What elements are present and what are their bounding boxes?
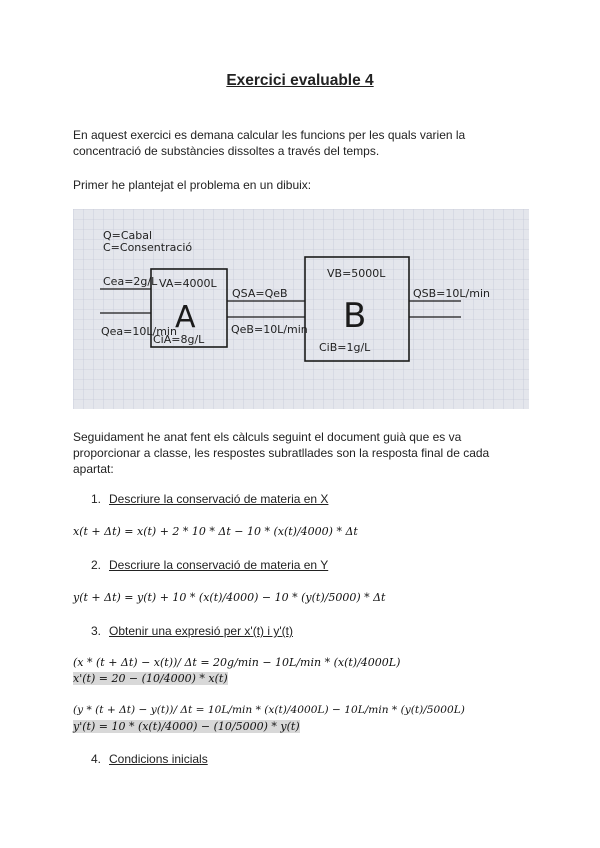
equation-2: y(t + Δt) = y(t) + 10 * (x(t)/4000) − 10 * (y(t)/5000) * Δt (73, 591, 386, 604)
label-vb: VB=5000L (327, 267, 386, 280)
label-cea: Cea=2g/L (103, 275, 158, 288)
equation-3a: (x * (t + Δt) − x(t))/ Δt = 20g/min − 10L/min * (x(t)/4000L) (73, 656, 401, 669)
list-item-1: 1. Descriure la conservació de materia en X (91, 492, 329, 506)
list-item-4: 4. Condicions inicials (91, 752, 208, 766)
label-cib: CiB=1g/L (319, 341, 371, 354)
problem-sketch (73, 209, 529, 409)
label-va: VA=4000L (159, 277, 217, 290)
page-title: Exercici evaluable 4 (226, 72, 374, 89)
list-item-3: 3. Obtenir una expresió per x'(t) i y'(t) (91, 624, 293, 638)
sketch-drawing (73, 209, 529, 409)
equation-3d: y'(t) = 10 * (x(t)/4000) − (10/5000) * y(t) (73, 720, 300, 733)
label-qsb: QSB=10L/min (413, 287, 490, 300)
letter-b: B (343, 296, 367, 336)
legend-c: C=Consentració (103, 241, 193, 254)
label-qea: Qea=10L/min (101, 325, 177, 338)
intro-paragraph: En aquest exercici es demana calcular les funcions per les quals varien la concentració de substàncies dissoltes a través del temps. (73, 128, 466, 158)
legend-q: Q=Cabal (103, 229, 153, 242)
drawing-intro: Primer he plantejat el problema en un dibuix: (73, 178, 312, 192)
letter-a: A (175, 300, 196, 335)
followup-paragraph: Seguidament he anat fent els càlculs seguint el document guià que es va proporcionar a classe, les respostes subratllades son la resposta final de cada apartat: (73, 430, 490, 476)
label-qeb: QeB=10L/min (231, 323, 308, 336)
equation-3c: (y * (t + Δt) − y(t))/ Δt = 10L/min * (x(t)/4000L) − 10L/min * (y(t)/5000L) (73, 704, 465, 716)
equation-1: x(t + Δt) = x(t) + 2 * 10 * Δt − 10 * (x(t)/4000) * Δt (73, 525, 358, 538)
label-cia: CiA=8g/L (153, 333, 205, 346)
list-item-2: 2. Descriure la conservació de materia en Y (91, 558, 329, 572)
label-qsa: QSA=QeB (232, 287, 288, 300)
equation-3b: x'(t) = 20 − (10/4000) * x(t) (73, 672, 228, 685)
